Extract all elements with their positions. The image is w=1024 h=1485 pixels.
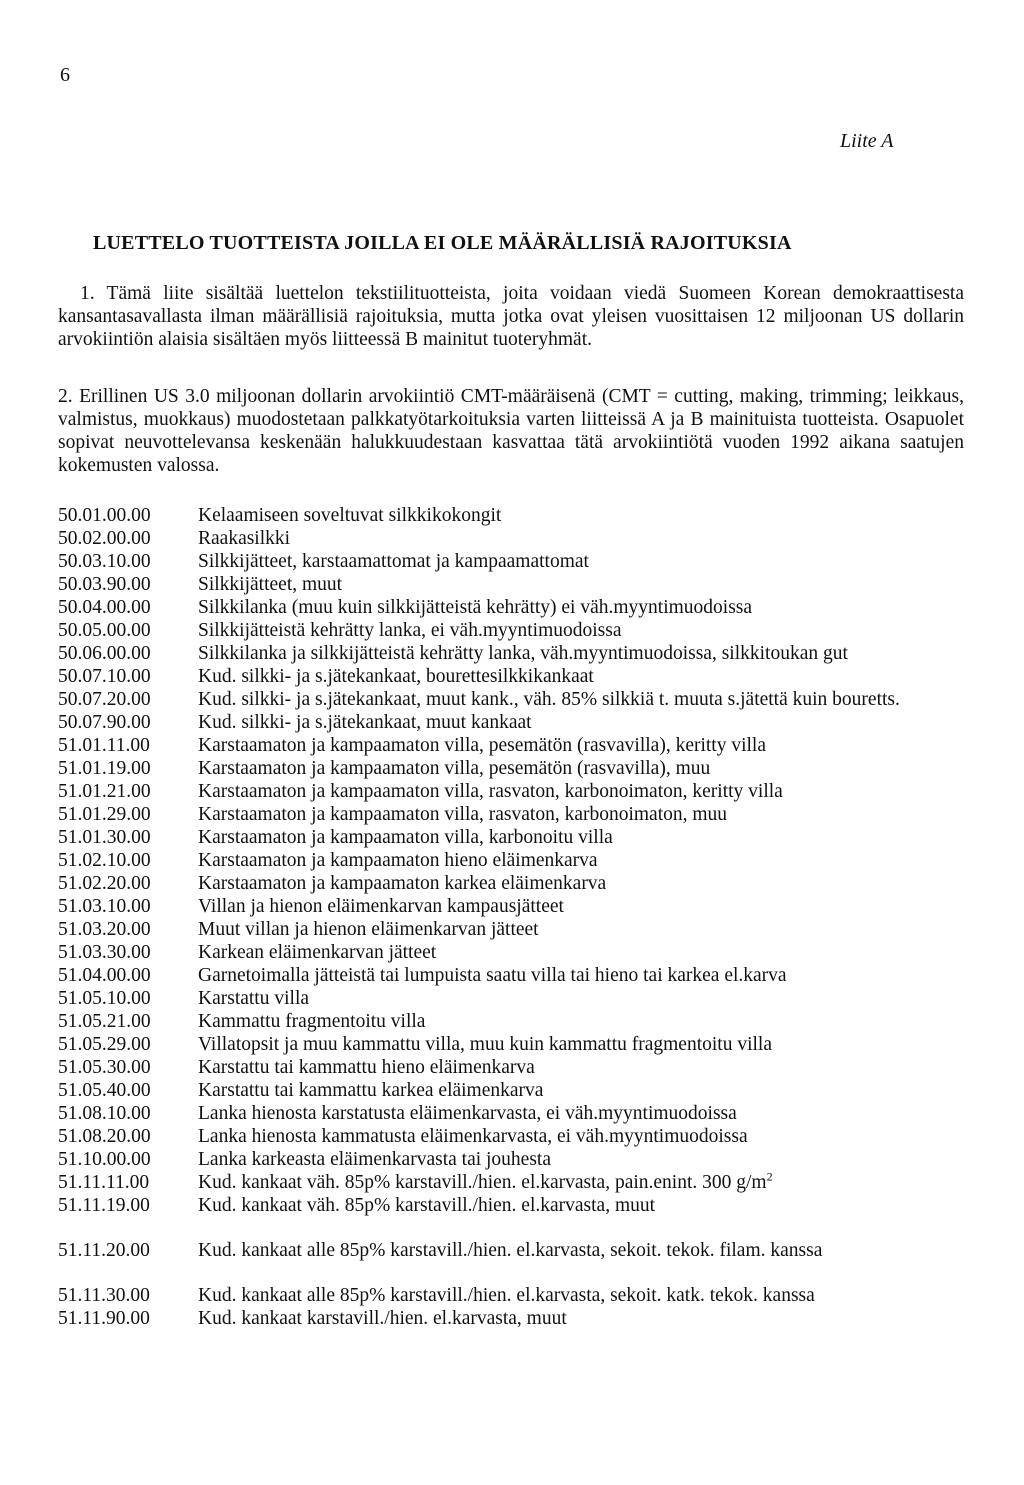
item-description-text: Kud. kankaat karstavill./hien. el.karvasta, muut — [198, 1308, 567, 1329]
item-description-text: Silkkijätteet, karstaamattomat ja kampaamattomat — [198, 551, 589, 572]
item-code: 50.05.00.00 — [58, 620, 151, 641]
item-code: 51.04.00.00 — [58, 965, 151, 986]
item-description-text: Kelaamiseen soveltuvat silkkikokongit — [198, 505, 502, 526]
item-code: 51.05.40.00 — [58, 1080, 151, 1101]
paragraph-2: 2. Erillinen US 3.0 miljoonan dollarin arvokiintiö CMT-määräisenä (CMT = cutting, making, trimming; leikkaus, valmistus, muokkaus) muodostetaan palkkatyötarkoituksia varten liitteissä A ja B mainituista tuotteista. Osapuolet sopivat neuvottelevansa keskenään halukkuudestaan kasvattaa tätä arvokiintiötä vuoden 1992 aikana saatujen kokemusten valossa. — [58, 386, 964, 476]
list-item — [58, 527, 968, 550]
item-code: 50.01.00.00 — [58, 505, 151, 526]
item-code: 51.05.10.00 — [58, 988, 151, 1009]
list-item — [58, 1079, 968, 1102]
item-code: 51.03.10.00 — [58, 896, 151, 917]
item-description — [198, 895, 968, 918]
list-item — [58, 1239, 968, 1262]
item-description — [198, 964, 968, 987]
item-code: 51.10.00.00 — [58, 1149, 151, 1170]
item-description — [198, 619, 968, 642]
item-description-text: Karstaamaton ja kampaamaton villa, rasvaton, karbonoimaton, keritty villa — [198, 781, 783, 802]
item-description — [198, 1171, 968, 1194]
list-item — [58, 987, 968, 1010]
item-description-text: Karstaamaton ja kampaamaton hieno eläimenkarva — [198, 850, 598, 871]
item-description-text: Karstaamaton ja kampaamaton karkea eläimenkarva — [198, 873, 607, 894]
item-code: 50.07.10.00 — [58, 666, 151, 687]
item-code: 51.03.30.00 — [58, 942, 151, 963]
item-description — [198, 1284, 968, 1307]
list-item — [58, 1284, 968, 1307]
list-item — [58, 573, 968, 596]
item-description — [198, 826, 968, 849]
item-description — [198, 918, 968, 941]
item-code: 50.07.90.00 — [58, 712, 151, 733]
item-description — [198, 1239, 968, 1262]
item-description — [198, 803, 968, 826]
item-description — [198, 550, 968, 573]
item-code: 50.06.00.00 — [58, 643, 151, 664]
list-item — [58, 895, 968, 918]
item-description-text: Kud. kankaat alle 85p% karstavill./hien. el.karvasta, sekoit. tekok. filam. kanssa — [198, 1240, 823, 1261]
item-code: 51.11.90.00 — [58, 1308, 150, 1329]
item-description-text: Karkean eläimenkarvan jätteet — [198, 942, 437, 963]
list-item — [58, 918, 968, 941]
item-description — [198, 849, 968, 872]
item-code: 51.08.10.00 — [58, 1103, 151, 1124]
item-description-text: Kud. kankaat väh. 85p% karstavill./hien. el.karvasta, pain.enint. 300 g/m — [198, 1172, 767, 1193]
list-item — [58, 1056, 968, 1079]
list-item — [58, 642, 968, 665]
item-description-text: Kud. silkki- ja s.jätekankaat, muut kankaat — [198, 712, 532, 733]
item-description-text: Garnetoimalla jätteistä tai lumpuista saatu villa tai hieno tai karkea el.karva — [198, 965, 787, 986]
item-description — [198, 642, 968, 665]
item-description — [198, 1148, 968, 1171]
list-item — [58, 941, 968, 964]
item-code: 50.03.10.00 — [58, 551, 151, 572]
tariff-code-list — [58, 504, 968, 1330]
item-description — [198, 872, 968, 895]
list-item — [58, 504, 968, 527]
list-item — [58, 849, 968, 872]
list-item — [58, 1194, 968, 1217]
item-code: 51.11.19.00 — [58, 1195, 150, 1216]
list-item — [58, 711, 968, 734]
superscript: 2 — [766, 1169, 773, 1184]
item-description-text: Muut villan ja hienon eläimenkarvan jätteet — [198, 919, 539, 940]
item-description — [198, 941, 968, 964]
item-code: 51.08.20.00 — [58, 1126, 151, 1147]
item-description-text: Karstattu tai kammattu karkea eläimenkarva — [198, 1080, 544, 1101]
item-code: 50.07.20.00 — [58, 689, 151, 710]
item-description — [198, 504, 968, 527]
item-description-text: Silkkilanka (muu kuin silkkijätteistä kehrätty) ei väh.myyntimuodoissa — [198, 597, 753, 618]
item-description — [198, 1102, 968, 1125]
item-description — [198, 1307, 968, 1330]
item-description — [198, 987, 968, 1010]
item-description — [198, 1010, 968, 1033]
item-description-text: Karstaamaton ja kampaamaton villa, karbonoitu villa — [198, 827, 613, 848]
item-description-text: Raakasilkki — [198, 528, 291, 549]
list-item — [58, 803, 968, 826]
item-description-text: Silkkijätteistä kehrätty lanka, ei väh.myyntimuodoissa — [198, 620, 622, 641]
list-item — [58, 665, 968, 688]
list-item — [58, 1033, 968, 1056]
item-description-text: Silkkijätteet, muut — [198, 574, 343, 595]
item-description — [198, 573, 968, 596]
item-code: 50.03.90.00 — [58, 574, 151, 595]
item-description — [198, 757, 968, 780]
item-description-text: Kammattu fragmentoitu villa — [198, 1011, 426, 1032]
list-item — [58, 780, 968, 803]
item-description — [198, 1079, 968, 1102]
list-item — [58, 757, 968, 780]
item-code: 51.05.29.00 — [58, 1034, 151, 1055]
item-code: 51.01.11.00 — [58, 735, 150, 756]
item-description — [198, 1194, 968, 1217]
item-code: 51.01.30.00 — [58, 827, 151, 848]
item-code: 51.02.20.00 — [58, 873, 151, 894]
item-description — [198, 527, 968, 550]
item-description-text: Karstaamaton ja kampaamaton villa, pesemätön (rasvavilla), keritty villa — [198, 735, 767, 756]
item-description — [198, 1033, 968, 1056]
item-description-text: Lanka hienosta kammatusta eläimenkarvasta, ei väh.myyntimuodoissa — [198, 1126, 748, 1147]
item-code: 50.04.00.00 — [58, 597, 151, 618]
item-code: 51.11.30.00 — [58, 1285, 150, 1306]
annex-label: Liite A — [840, 130, 894, 152]
item-code: 51.03.20.00 — [58, 919, 151, 940]
item-description-text: Lanka karkeasta eläimenkarvasta tai jouhesta — [198, 1149, 551, 1170]
page-number: 6 — [60, 64, 70, 86]
item-description-text: Kud. silkki- ja s.jätekankaat, bourettesilkkikankaat — [198, 666, 594, 687]
item-description — [198, 1125, 968, 1148]
list-item — [58, 1010, 968, 1033]
list-item — [58, 688, 968, 711]
item-description — [198, 688, 968, 711]
item-code: 50.02.00.00 — [58, 528, 151, 549]
item-description-text: Kud. kankaat väh. 85p% karstavill./hien. el.karvasta, muut — [198, 1195, 656, 1216]
list-item — [58, 734, 968, 757]
list-item — [58, 1125, 968, 1148]
item-description-text: Villan ja hienon eläimenkarvan kampausjätteet — [198, 896, 564, 917]
item-code: 51.01.29.00 — [58, 804, 151, 825]
item-code: 51.05.30.00 — [58, 1057, 151, 1078]
list-item — [58, 1102, 968, 1125]
list-item — [58, 826, 968, 849]
item-description-text: Karstaamaton ja kampaamaton villa, rasvaton, karbonoimaton, muu — [198, 804, 728, 825]
item-description-text: Kud. silkki- ja s.jätekankaat, muut kank., väh. 85% silkkiä t. muuta s.jätettä kuin bouretts. — [198, 689, 900, 710]
item-description — [198, 1056, 968, 1079]
list-item — [58, 1307, 968, 1330]
item-description-text: Karstattu villa — [198, 988, 310, 1009]
item-description-text: Karstattu tai kammattu hieno eläimenkarva — [198, 1057, 535, 1078]
item-description-text: Karstaamaton ja kampaamaton villa, pesemätön (rasvavilla), muu — [198, 758, 711, 779]
paragraph-1: 1. Tämä liite sisältää luettelon tekstiilituotteista, joita voidaan viedä Suomeen Korean demokraattisesta kansantasavallasta ilman määrällisiä rajoituksia, mutta jotka ovat yleisen vuosittaisen 12 miljoonan US dollarin arvokiintiön alaisia sisältäen myös liitteessä B mainitut tuoteryhmät. — [58, 283, 964, 350]
item-description-text: Villatopsit ja muu kammattu villa, muu kuin kammattu fragmentoitu villa — [198, 1034, 772, 1055]
item-description-text: Lanka hienosta karstatusta eläimenkarvasta, ei väh.myyntimuodoissa — [198, 1103, 737, 1124]
item-description — [198, 780, 968, 803]
item-description-text: Kud. kankaat alle 85p% karstavill./hien. el.karvasta, sekoit. katk. tekok. kanssa — [198, 1285, 815, 1306]
item-description — [198, 734, 968, 757]
item-description — [198, 711, 968, 734]
list-item — [58, 964, 968, 987]
item-description — [198, 596, 968, 619]
list-item — [58, 1148, 968, 1171]
list-item — [58, 872, 968, 895]
list-item — [58, 619, 968, 642]
item-description — [198, 665, 968, 688]
item-code: 51.11.11.00 — [58, 1172, 150, 1193]
list-item — [58, 550, 968, 573]
list-item — [58, 596, 968, 619]
item-code: 51.01.19.00 — [58, 758, 151, 779]
item-code: 51.11.20.00 — [58, 1240, 150, 1261]
item-code: 51.01.21.00 — [58, 781, 151, 802]
list-item — [58, 1171, 968, 1194]
item-code: 51.05.21.00 — [58, 1011, 151, 1032]
item-description-text: Silkkilanka ja silkkijätteistä kehrätty lanka, väh.myyntimuodoissa, silkkitoukan gut — [198, 643, 848, 664]
item-code: 51.02.10.00 — [58, 850, 151, 871]
document-title: LUETTELO TUOTTEISTA JOILLA EI OLE MÄÄRÄLLISIÄ RAJOITUKSIA — [93, 232, 792, 254]
